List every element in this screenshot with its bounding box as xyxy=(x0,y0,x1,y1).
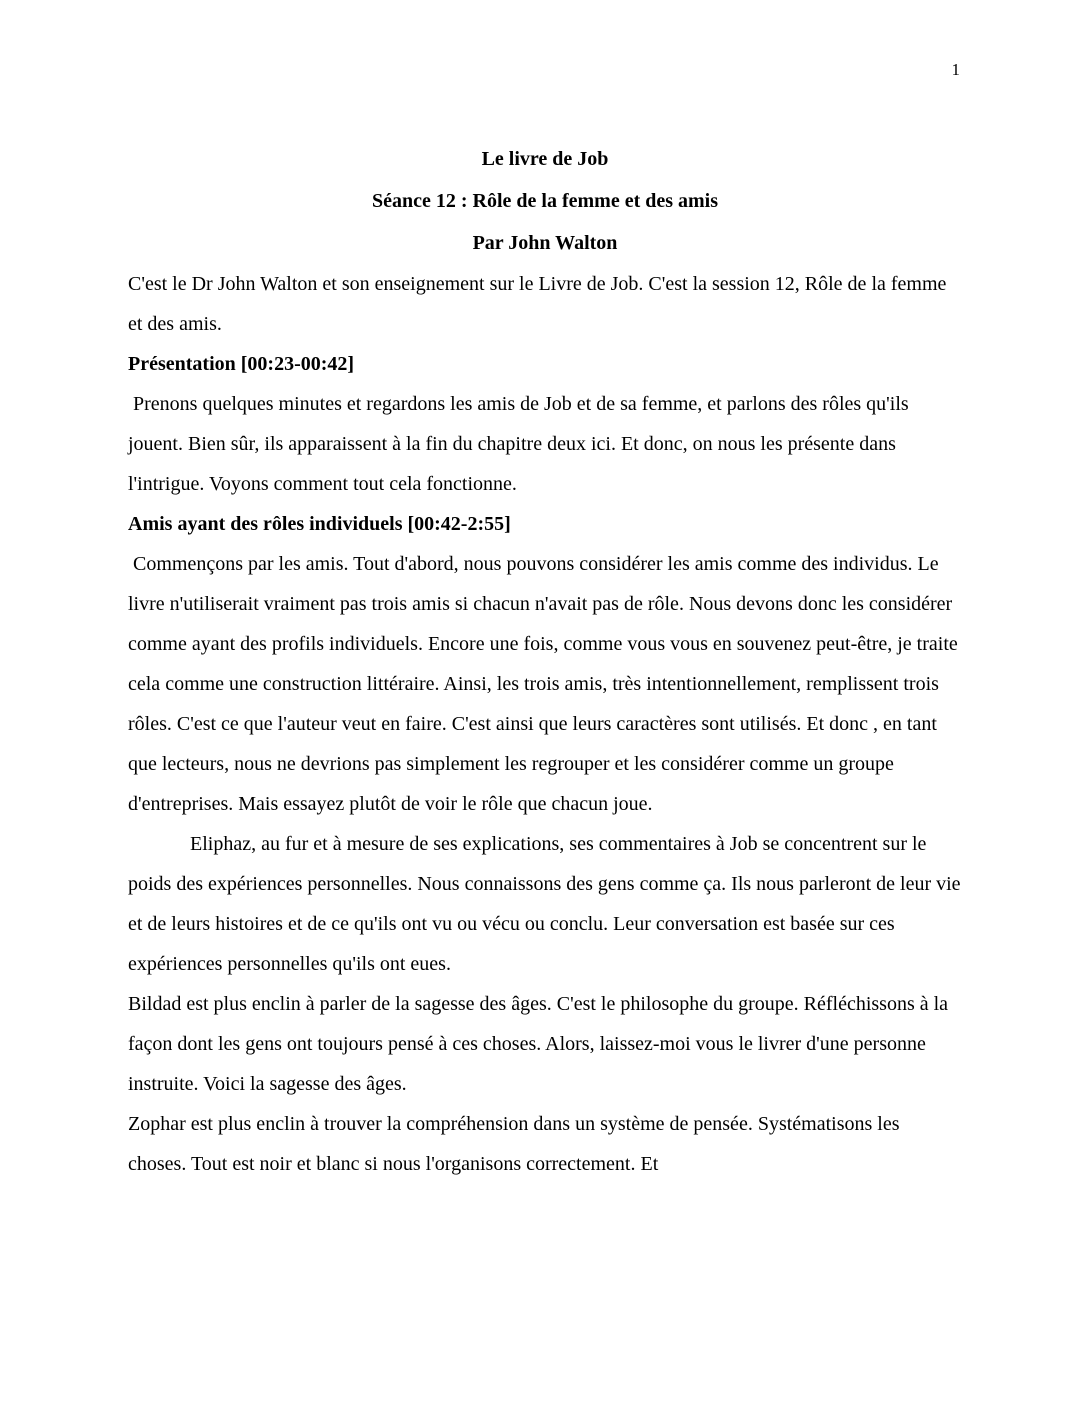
section-heading-presentation: Présentation [00:23-00:42] xyxy=(128,353,355,375)
paragraph-amis-individus: Commençons par les amis. Tout d'abord, nous pouvons considérer les amis comme des individus. Le livre n'utiliserait vraiment pas trois amis si chacun n'avait pas de rôle. Nous devons donc les considérer comme ayant des profils individuels. Encore une fois, comme vous vous en souvenez peut-être, je traite cela comme une construction littéraire. Ainsi, les trois amis, très intentionnellement, remplissent trois rôles. C'est ce que l'auteur veut en faire. C'est ainsi que leurs caractères sont utilisés. Et donc , en tant que lecteurs, nous ne devrions pas simplement les regrouper et les considérer comme un groupe d'entreprises. Mais essayez plutôt de voir le rôle que chacun joue. xyxy=(128,553,963,815)
paragraph-eliphaz: Eliphaz, au fur et à mesure de ses explications, ses commentaires à Job se concentrent sur le poids des expériences personnelles. Nous connaissons des gens comme ça. Ils nous parleront de leur vie et de leurs histoires et de ce qu'ils ont vu ou vécu ou conclu. Leur conversation est basée sur ces expériences personnelles qu'ils ont eues. xyxy=(128,833,966,975)
doc-title: Le livre de Job xyxy=(481,148,609,170)
paragraph-presentation: Prenons quelques minutes et regardons les amis de Job et de sa femme, et parlons des rôles qu'ils jouent. Bien sûr, ils apparaissent à la fin du chapitre deux ici. Et donc, on nous les présente dans l'intrigue. Voyons comment tout cela fonctionne. xyxy=(128,393,914,495)
document-content xyxy=(128,138,966,1184)
doc-author: Par John Walton xyxy=(472,232,618,254)
page-number: 1 xyxy=(951,60,960,79)
doc-subtitle: Séance 12 : Rôle de la femme et des amis xyxy=(371,190,719,212)
paragraph-intro: C'est le Dr John Walton et son enseignement sur le Livre de Job. C'est la session 12, Rôle de la femme et des amis. xyxy=(128,273,952,335)
section-heading-amis-roles: Amis ayant des rôles individuels [00:42-2:55] xyxy=(128,513,511,535)
title-block xyxy=(128,138,962,264)
paragraph-bildad: Bildad est plus enclin à parler de la sagesse des âges. C'est le philosophe du groupe. Réfléchissons à la façon dont les gens ont toujours pensé à ces choses. Alors, laissez-moi vous le livrer d'une personne instruite. Voici la sagesse des âges. xyxy=(128,993,954,1095)
paragraph-zophar: Zophar est plus enclin à trouver la compréhension dans un système de pensée. Systématisons les choses. Tout est noir et blanc si nous l'organisons correctement. Et xyxy=(128,1113,905,1175)
